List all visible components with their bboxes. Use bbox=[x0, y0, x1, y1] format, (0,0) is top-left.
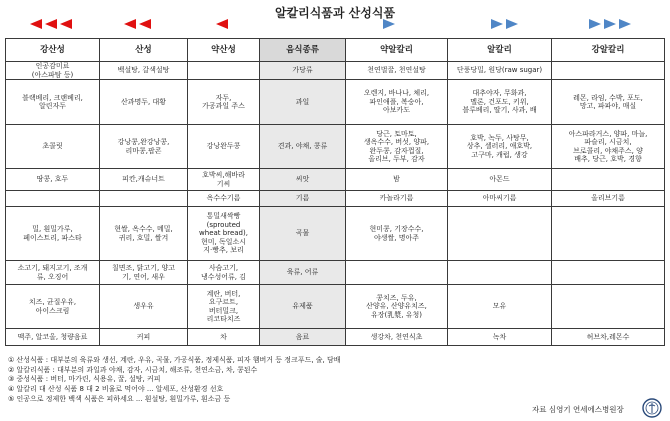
table-cell bbox=[552, 261, 665, 285]
table-row bbox=[6, 191, 665, 207]
table-cell: 오렌지, 바나나, 체리, 파인애플, 복숭아, 아보카도 bbox=[346, 80, 448, 125]
table-cell: 산과명두, 대황 bbox=[100, 80, 188, 125]
table-cell bbox=[188, 62, 260, 80]
table-cell: 곡물 bbox=[260, 207, 346, 261]
table-cell: 올리브기름 bbox=[552, 191, 665, 207]
table-cell bbox=[552, 285, 665, 329]
table-cell: 블랙베리, 크랜베리, 알린자두 bbox=[6, 80, 100, 125]
table-cell: 모유 bbox=[448, 285, 552, 329]
footnote-item: ② 알칼리식품 : 대부분의 과일과 야채, 감자, 시금치, 해조류, 천연소금, 차, 콩된수 bbox=[8, 365, 258, 374]
footnote-item: ① 산성식품 : 대부분의 육류와 생선, 계란, 우유, 곡물, 가공식품, 정제식품, 피자 햄버거 등 정크푸드, 술, 담배 bbox=[8, 356, 341, 364]
table-cell: 견과, 야채, 콩류 bbox=[260, 125, 346, 169]
weak-alkali-arrow-icon bbox=[380, 18, 398, 30]
column-header: 음식종류 bbox=[260, 39, 346, 62]
table-cell: 씨앗 bbox=[260, 169, 346, 191]
table-cell: 음료 bbox=[260, 329, 346, 346]
table-cell: 기름 bbox=[260, 191, 346, 207]
table-cell: 소고기, 돼지고기, 조개 류, 오징어 bbox=[6, 261, 100, 285]
column-header: 약알칼리 bbox=[346, 39, 448, 62]
table-cell: 카놀라기름 bbox=[346, 191, 448, 207]
table-cell: 치즈, 균질우유, 아이스크림 bbox=[6, 285, 100, 329]
table-cell: 커피 bbox=[100, 329, 188, 346]
footnote-item: ④ 알칼리 대 산성 식품 8 대 2 비율로 먹어야 ... 알세포, 산성환경 선호 bbox=[8, 385, 224, 394]
table-cell bbox=[552, 62, 665, 80]
table-row bbox=[6, 125, 665, 169]
table-cell: 녹차 bbox=[448, 329, 552, 346]
strong-acid-arrows-icon bbox=[28, 18, 78, 30]
table-cell bbox=[552, 207, 665, 261]
table-cell: 현쌀, 옥수수, 메밀, 귀리, 호밀, 쌀겨 bbox=[100, 207, 188, 261]
acid-arrows-icon bbox=[122, 18, 156, 30]
table-row bbox=[6, 169, 665, 191]
table-row bbox=[6, 329, 665, 346]
table-cell: 아마씨기름 bbox=[448, 191, 552, 207]
table-cell: 단풍당밀, 원당(raw sugar) bbox=[448, 62, 552, 80]
table-cell: 밤 bbox=[346, 169, 448, 191]
footnote-item: ③ 중성식품 : 버터, 마가린, 식용유, 꿀, 설탕, 커피 bbox=[8, 375, 161, 384]
table-cell: 강낭완두콩 bbox=[188, 125, 260, 169]
table-cell: 가당류 bbox=[260, 62, 346, 80]
hospital-logo-icon bbox=[642, 398, 662, 418]
table-cell: 인공감미료 (아스파탐 등) bbox=[6, 62, 100, 80]
food-ph-table bbox=[5, 38, 665, 346]
table-cell bbox=[100, 191, 188, 207]
table-cell bbox=[448, 207, 552, 261]
table-cell: 초콜릿 bbox=[6, 125, 100, 169]
table-cell: 호박, 녹두, 사탕무, 상추, 셀러리, 애호박, 고구마, 캐럽, 생강 bbox=[448, 125, 552, 169]
table-cell: 아몬드 bbox=[448, 169, 552, 191]
table-cell: 맥주, 알코올, 청량음료 bbox=[6, 329, 100, 346]
table-cell: 차 bbox=[188, 329, 260, 346]
table-cell: 통밀새싹빵 (sprouted wheat bread), 현미, 독일소시 지·빵추, 보리 bbox=[188, 207, 260, 261]
table-cell: 사슴고기, 냉수성어류, 김 bbox=[188, 261, 260, 285]
footnote-item: ⑤ 인공으로 정제한 백색 식품은 피하세요 ... 흰설탕, 흰밀가루, 흰소금 등 bbox=[8, 394, 231, 403]
table-cell: 자두, 가공과일 주스 bbox=[188, 80, 260, 125]
table-cell: 밀, 흰밀가루, 페이스트리, 파스타 bbox=[6, 207, 100, 261]
column-header: 강산성 bbox=[6, 39, 100, 62]
table-cell bbox=[448, 261, 552, 285]
table-row bbox=[6, 207, 665, 261]
table-cell: 레몬, 라임, 수박, 포도, 망고, 파파야, 매실 bbox=[552, 80, 665, 125]
footnotes bbox=[8, 356, 568, 405]
table-cell: 아스파라거스, 양파, 마늘, 파슬리, 시금치, 브로콜리, 야채주스, 양 배추, 당근, 호박, 경향 bbox=[552, 125, 665, 169]
table-row bbox=[6, 285, 665, 329]
table-row bbox=[6, 80, 665, 125]
alkali-arrows-icon bbox=[488, 18, 522, 30]
table-cell: 천연벌꿀, 천연설탕 bbox=[346, 62, 448, 80]
table-cell: 허브차,레몬수 bbox=[552, 329, 665, 346]
table-cell: 현미콩, 기장수수, 야생쌀, 명아주 bbox=[346, 207, 448, 261]
table-cell bbox=[346, 261, 448, 285]
table-cell: 계란, 버터, 요구르트, 버터밀크, 리코타치즈 bbox=[188, 285, 260, 329]
source-credit: 자료 심영기 연세에스병원장 bbox=[532, 405, 624, 414]
column-header: 알칼리 bbox=[448, 39, 552, 62]
column-header: 강알칼리 bbox=[552, 39, 665, 62]
table-header-row bbox=[6, 39, 665, 62]
table-cell: 땅콩, 호두 bbox=[6, 169, 100, 191]
table-cell: 칠면조, 닭고기, 양고 기, 연어, 새우 bbox=[100, 261, 188, 285]
table-cell: 대추야자, 무화과, 멜론, 건포도, 키위, 블루베리, 딸기, 사과, 배 bbox=[448, 80, 552, 125]
table-cell: 호박씨,해바라 기씨 bbox=[188, 169, 260, 191]
column-header: 산성 bbox=[100, 39, 188, 62]
table-cell: 백설탕, 갈색설탕 bbox=[100, 62, 188, 80]
table-cell: 콩치즈, 두유, 산양유, 산양유치즈, 유장(乳漿, 유청) bbox=[346, 285, 448, 329]
table-cell: 당근, 토마토, 생옥수수, 버섯, 양파, 완두콩, 감자껍질, 올리브, 두부, 감자 bbox=[346, 125, 448, 169]
table-cell: 옥수수기름 bbox=[188, 191, 260, 207]
table-cell: 과일 bbox=[260, 80, 346, 125]
table-cell: 생우유 bbox=[100, 285, 188, 329]
table-row bbox=[6, 62, 665, 80]
table-cell bbox=[6, 191, 100, 207]
table-cell: 피칸,캐슈너트 bbox=[100, 169, 188, 191]
strong-alkali-arrows-icon bbox=[586, 18, 636, 30]
page-title: 알칼리식품과 산성식품 bbox=[274, 6, 396, 20]
column-header: 약산성 bbox=[188, 39, 260, 62]
table-cell: 강낭콩,완강낭콩, 리마콩,팝콘 bbox=[100, 125, 188, 169]
table-cell bbox=[552, 169, 665, 191]
table-row bbox=[6, 261, 665, 285]
table-cell: 육류, 어류 bbox=[260, 261, 346, 285]
weak-acid-arrow-icon bbox=[214, 18, 232, 30]
table-cell: 생강차, 천연식초 bbox=[346, 329, 448, 346]
table-cell: 유제품 bbox=[260, 285, 346, 329]
